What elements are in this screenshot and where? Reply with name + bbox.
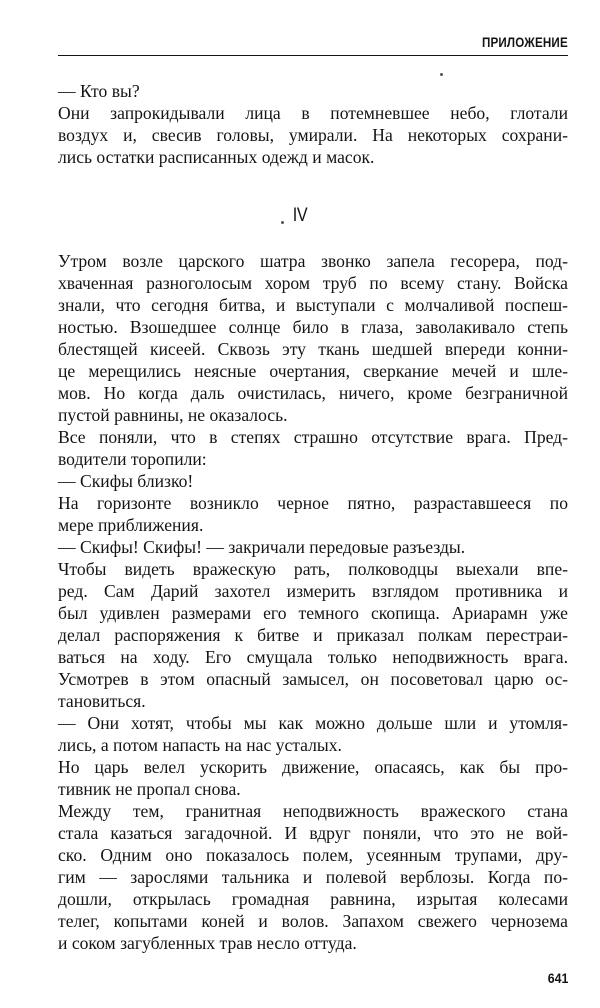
text-line: стала казаться загадочной. И вдруг поняли, что это не вой- [58, 823, 568, 843]
section-number: IV [292, 205, 308, 226]
text-line: телег, копытами коней и волов. Запахом свежего чернозема [58, 911, 568, 931]
text-line: Утром возле царского шатра звонко запела гесорера, под- [58, 251, 568, 271]
text-line: ваться на ходу. Его смущала только неподвижность врага. [58, 647, 568, 667]
text-line: дошли, открылась громадная равнина, изрытая колесами [58, 889, 568, 909]
text-line: тивник не пропал снова. [58, 779, 241, 799]
text-line: блестящей кисеей. Сквозь эту ткань шедшей впереди конни- [58, 339, 568, 359]
text-line: мере приближения. [58, 515, 204, 535]
text-line: пустой равнины, не оказалось. [58, 405, 288, 425]
text-line: На горизонте возникло черное пятно, разраставшееся по [58, 493, 568, 513]
text-line: лись остатки расписанных одежд и масок. [58, 147, 375, 167]
text-line: был удивлен размерами его темного скопища. Ариарамн уже [58, 603, 568, 623]
text-line: ред. Сам Дарий захотел измерить взглядом противника и [58, 581, 568, 601]
text-line: воздух и, свесив головы, умирали. На некоторых сохрани- [58, 125, 568, 145]
text-line: — Кто вы? [58, 81, 140, 101]
text-line: мов. Но когда даль очистилась, ничего, кроме безграничной [58, 383, 568, 403]
text-line: це мерещились неясные очертания, сверкание мечей и шле- [58, 361, 568, 381]
text-line: Они запрокидывали лица в потемневшее небо, глотали [58, 103, 568, 123]
text-line: водители торопили: [58, 449, 207, 469]
text-block-top [58, 80, 568, 168]
text-line: Все поняли, что в степях страшно отсутствие врага. Пред- [58, 427, 568, 447]
text-line: — Скифы! Скифы! — закричали передовые разъезды. [58, 537, 466, 557]
text-line: лись, а потом напасть на нас усталых. [58, 735, 342, 755]
text-block-main [58, 250, 568, 954]
text-line: Но царь велел ускорить движение, опасаясь, как бы про- [58, 757, 568, 777]
text-line: тановиться. [58, 691, 146, 711]
text-line: Усмотрев в этом опасный замысел, он посоветовал царю ос- [58, 669, 568, 689]
page-header [58, 33, 568, 57]
text-line: и соком загубленных трав несло оттуда. [58, 933, 357, 953]
text-line: ностью. Взошедшее солнце било в глаза, заволакивало степь [58, 317, 568, 337]
text-line: — Скифы близко! [58, 471, 194, 491]
text-line: ско. Одним оно показалось полем, усеянным трупами, дру- [58, 845, 568, 865]
header-rule [58, 55, 568, 56]
running-head: ПРИЛОЖЕНИЕ [482, 35, 568, 50]
text-line: гим — зарослями тальника и полевой верблозы. Когда по- [58, 867, 568, 887]
text-line: Между тем, гранитная неподвижность вражеского стана [58, 801, 568, 821]
print-speck [440, 73, 443, 76]
text-line: хваченная разноголосым хором труб по всему стану. Войска [58, 273, 568, 293]
text-line: Чтобы видеть вражескую рать, полководцы выехали впе- [58, 559, 568, 579]
page-number: 641 [547, 970, 568, 986]
text-line: делал распоряжения к битве и приказал полкам перестраи- [58, 625, 568, 645]
text-line: знали, что сегодня битва, и выступали с молчаливой поспеш- [58, 295, 568, 315]
text-line: — Они хотят, чтобы мы как можно дольше шли и утомля- [58, 713, 568, 733]
